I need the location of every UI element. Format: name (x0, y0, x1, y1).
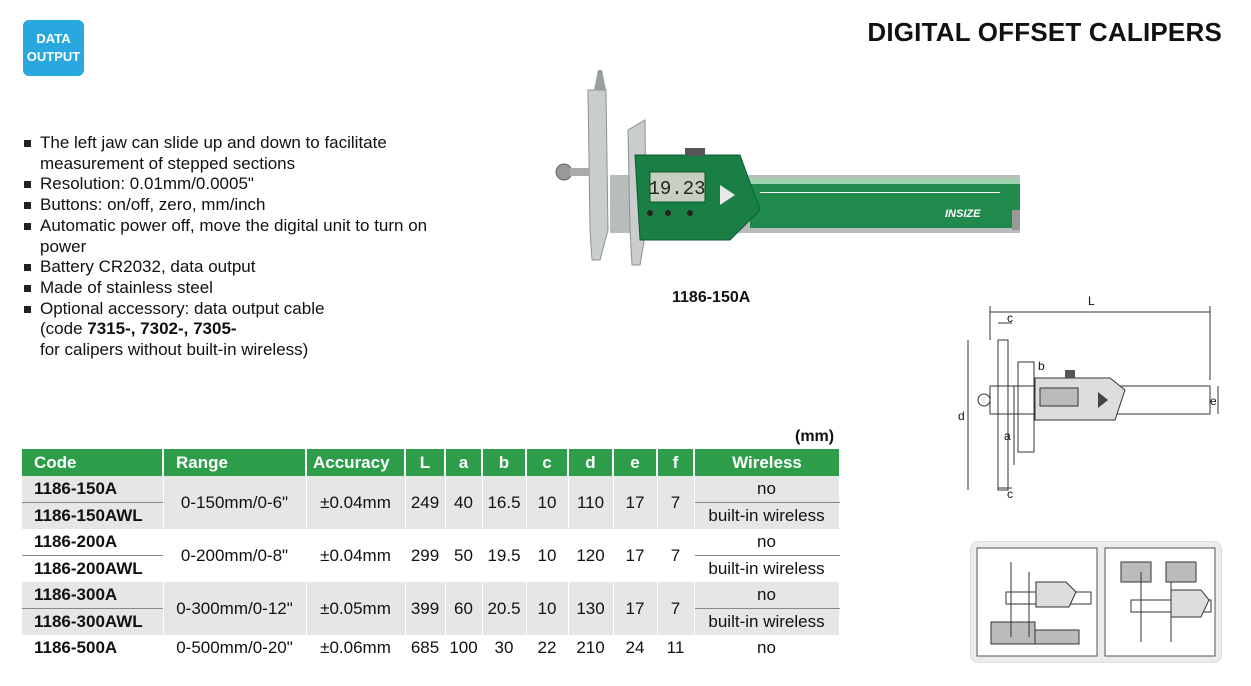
table-row (22, 529, 839, 556)
cell-code: 1186-200A (22, 529, 163, 556)
feature-item: Resolution: 0.01mm/0.0005" (22, 174, 442, 195)
badge-line2: OUTPUT (26, 49, 81, 64)
accessory-prefix: Optional accessory: data output cable (40, 298, 325, 318)
cell-accuracy: ±0.04mm (306, 529, 405, 582)
cell-b: 30 (482, 635, 526, 661)
dim-label-c: c (1007, 311, 1013, 325)
usage-illustration (970, 541, 1222, 663)
cell-accuracy: ±0.05mm (306, 582, 405, 635)
accessory-suffix: for calipers without built-in wireless) (40, 340, 309, 360)
caliper-photo (550, 60, 1030, 270)
cell-c: 10 (526, 476, 568, 529)
cell-wireless: no (694, 476, 839, 503)
dim-label-e: e (1210, 394, 1217, 408)
table-unit: (mm) (795, 428, 835, 445)
cell-code: 1186-300AWL (22, 609, 163, 636)
cell-a: 40 (445, 476, 482, 529)
table-header-row (22, 449, 839, 476)
dim-label-c2: c (1007, 487, 1013, 501)
data-output-badge (23, 20, 84, 76)
table-row (22, 476, 839, 503)
cell-f: 7 (657, 529, 694, 582)
cell-d: 120 (568, 529, 613, 582)
cell-a: 60 (445, 582, 482, 635)
cell-L: 249 (405, 476, 445, 529)
feature-item: Automatic power off, move the digital unit to turn on power (22, 216, 442, 257)
cell-e: 17 (613, 476, 657, 529)
cell-wireless: built-in wireless (694, 503, 839, 530)
cell-c: 10 (526, 582, 568, 635)
feature-list (22, 133, 442, 361)
cell-a: 100 (445, 635, 482, 661)
cell-code: 1186-150A (22, 476, 163, 503)
cell-b: 20.5 (482, 582, 526, 635)
table-row (22, 582, 839, 609)
cell-d: 210 (568, 635, 613, 661)
feature-item-accessory (22, 299, 442, 361)
spec-table (22, 449, 840, 661)
cell-code: 1186-200AWL (22, 556, 163, 583)
cell-L: 399 (405, 582, 445, 635)
cell-f: 7 (657, 476, 694, 529)
cell-wireless: no (694, 529, 839, 556)
dim-label-d: d (958, 409, 965, 423)
th-b: b (482, 449, 526, 476)
cell-code: 1186-500A (22, 635, 163, 661)
cell-range: 0-150mm/0-6" (163, 476, 306, 529)
cell-range: 0-200mm/0-8" (163, 529, 306, 582)
cell-accuracy: ±0.06mm (306, 635, 405, 661)
dim-label-b: b (1038, 359, 1045, 373)
cell-e: 17 (613, 529, 657, 582)
cell-wireless: no (694, 635, 839, 661)
badge-line1: DATA (36, 31, 71, 46)
cell-f: 7 (657, 582, 694, 635)
cell-L: 685 (405, 635, 445, 661)
cell-e: 17 (613, 582, 657, 635)
cell-c: 22 (526, 635, 568, 661)
feature-item: The left jaw can slide up and down to facilitate measurement of stepped sections (22, 133, 442, 174)
cell-wireless: no (694, 582, 839, 609)
th-d: d (568, 449, 613, 476)
th-f: f (657, 449, 694, 476)
cell-accuracy: ±0.04mm (306, 476, 405, 529)
cell-wireless: built-in wireless (694, 556, 839, 583)
cell-L: 299 (405, 529, 445, 582)
accessory-codes: 7315-, 7302-, 7305- (87, 319, 237, 339)
cell-code: 1186-150AWL (22, 503, 163, 530)
usage-drawing (971, 542, 1221, 662)
page-title: DIGITAL OFFSET CALIPERS (867, 17, 1222, 47)
photo-caption: 1186-150A (672, 289, 751, 306)
cell-code: 1186-300A (22, 582, 163, 609)
feature-item: Buttons: on/off, zero, mm/inch (22, 195, 442, 216)
th-code: Code (22, 449, 163, 476)
cell-b: 16.5 (482, 476, 526, 529)
cell-d: 110 (568, 476, 613, 529)
th-L: L (405, 449, 445, 476)
th-e: e (613, 449, 657, 476)
table-row (22, 635, 839, 661)
cell-f: 11 (657, 635, 694, 661)
cell-range: 0-500mm/0-20" (163, 635, 306, 661)
cell-range: 0-300mm/0-12" (163, 582, 306, 635)
th-wireless: Wireless (694, 449, 839, 476)
th-accuracy: Accuracy (306, 449, 405, 476)
accessory-code-open: (code (40, 319, 88, 339)
lcd-value: 19.23 (648, 178, 706, 200)
th-a: a (445, 449, 482, 476)
cell-b: 19.5 (482, 529, 526, 582)
feature-item: Made of stainless steel (22, 278, 442, 299)
cell-wireless: built-in wireless (694, 609, 839, 636)
cell-e: 24 (613, 635, 657, 661)
th-c: c (526, 449, 568, 476)
brand-logo: INSIZE (945, 208, 981, 220)
dim-label-a: a (1004, 429, 1011, 443)
dim-label-L: L (1088, 294, 1095, 308)
cell-c: 10 (526, 529, 568, 582)
dimension-diagram (940, 290, 1230, 505)
feature-item: Battery CR2032, data output (22, 257, 442, 278)
cell-d: 130 (568, 582, 613, 635)
cell-a: 50 (445, 529, 482, 582)
th-range: Range (163, 449, 306, 476)
